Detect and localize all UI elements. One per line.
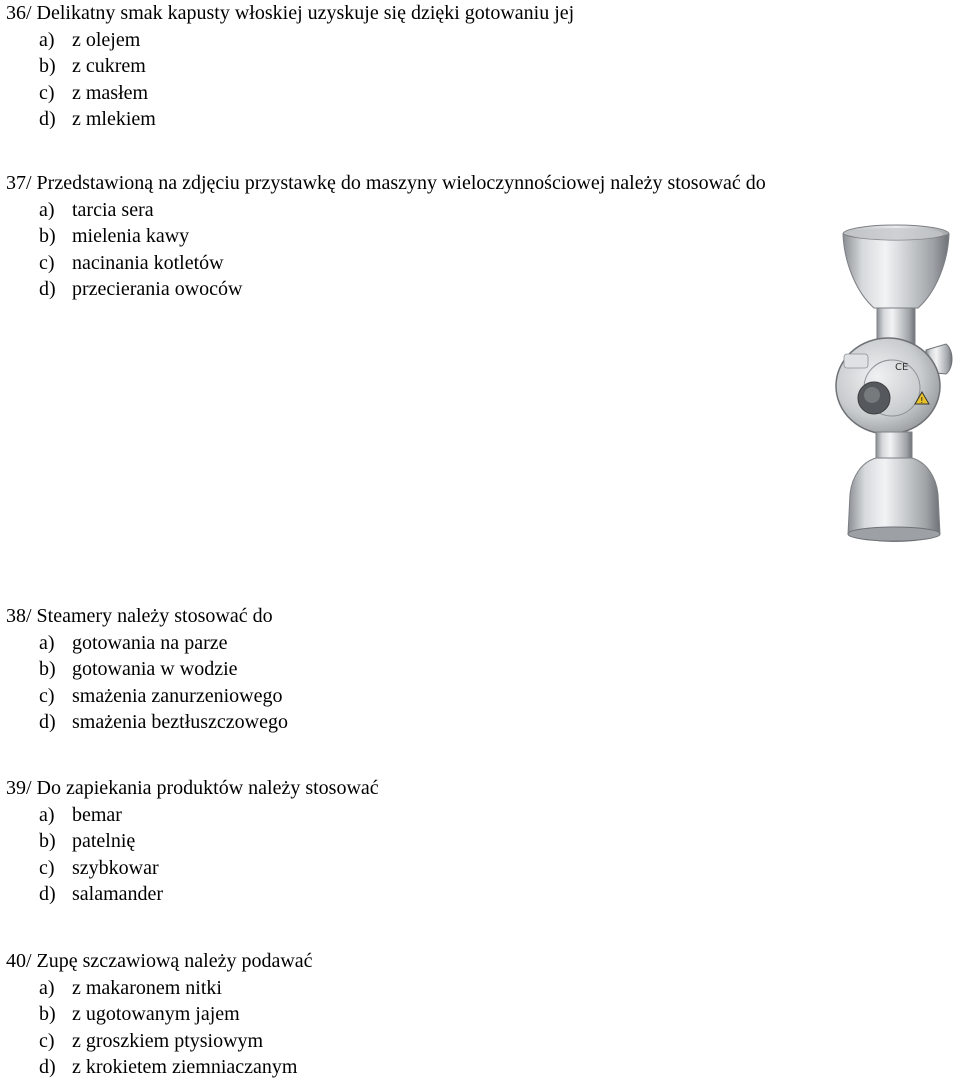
option-text: gotowania w wodzie — [72, 658, 238, 680]
option-letter: d) — [39, 108, 56, 130]
option-letter: c) — [39, 684, 55, 707]
option-text: szybkowar — [72, 856, 159, 879]
question-stem: 39/ Do zapiekania produktów należy stosować — [6, 777, 379, 799]
question-39 — [6, 775, 826, 908]
option-letter: a) — [39, 198, 55, 221]
option-letter: d) — [39, 278, 56, 300]
option-text: z olejem — [72, 28, 141, 51]
option-text: z masłem — [72, 81, 149, 104]
answer-option-b — [6, 656, 826, 683]
question-stem: 37/ Przedstawioną na zdjęciu przystawkę do maszyny wieloczynnościowej należy stosować do — [6, 172, 766, 194]
option-letter: a) — [39, 976, 55, 999]
option-text: patelnię — [72, 830, 136, 852]
answer-option-d — [6, 709, 826, 736]
answer-option-d — [6, 276, 826, 303]
option-letter: b) — [39, 55, 56, 77]
option-letter: b) — [39, 658, 56, 680]
answer-option-c — [6, 80, 826, 107]
answer-option-a — [6, 197, 826, 224]
question-36 — [6, 0, 826, 133]
answer-option-b — [6, 223, 826, 250]
option-letter: d) — [39, 1056, 56, 1078]
answer-option-a — [6, 27, 826, 54]
option-text: z groszkiem ptysiowym — [72, 1029, 264, 1052]
answer-option-a — [6, 975, 826, 1002]
answer-option-c — [6, 683, 826, 710]
option-text: z ugotowanym jajem — [72, 1003, 240, 1025]
option-letter: d) — [39, 883, 56, 905]
option-text: z makaronem nitki — [72, 976, 222, 999]
option-text: bemar — [72, 803, 122, 826]
option-text: przecierania owoców — [72, 278, 243, 300]
svg-text:CE: CE — [895, 362, 909, 373]
option-text: nacinania kotletów — [72, 251, 224, 274]
option-letter: c) — [39, 1029, 55, 1052]
option-text: z mlekiem — [72, 108, 156, 130]
option-text: mielenia kawy — [72, 225, 190, 247]
answer-option-c — [6, 250, 826, 277]
question-stem: 36/ Delikatny smak kapusty włoskiej uzyskuje się dzięki gotowaniu jej — [6, 2, 575, 24]
question-stem: 38/ Steamery należy stosować do — [6, 605, 273, 627]
mixer-attachment-photo — [822, 222, 960, 552]
answer-option-d — [6, 881, 826, 908]
option-text: tarcia sera — [72, 198, 154, 221]
option-letter: b) — [39, 225, 56, 247]
question-40 — [6, 948, 826, 1081]
answer-option-c — [6, 855, 826, 882]
option-letter: a) — [39, 631, 55, 654]
option-letter: c) — [39, 251, 55, 274]
option-text: z krokietem ziemniaczanym — [72, 1056, 298, 1078]
option-letter: d) — [39, 711, 56, 733]
answer-option-d — [6, 106, 826, 133]
option-text: z cukrem — [72, 55, 146, 77]
answer-option-a — [6, 802, 826, 829]
svg-text:!: ! — [920, 396, 924, 405]
option-letter: c) — [39, 81, 55, 104]
option-letter: b) — [39, 1003, 56, 1025]
option-letter: a) — [39, 28, 55, 51]
answer-option-d — [6, 1054, 826, 1081]
answer-option-b — [6, 1001, 826, 1028]
answer-option-b — [6, 828, 826, 855]
answer-option-a — [6, 630, 826, 657]
answer-option-b — [6, 53, 826, 80]
question-stem: 40/ Zupę szczawiową należy podawać — [6, 950, 313, 972]
question-38 — [6, 603, 826, 736]
option-letter: c) — [39, 856, 55, 879]
option-text: gotowania na parze — [72, 631, 228, 654]
option-text: smażenia zanurzeniowego — [72, 684, 283, 707]
option-text: salamander — [72, 883, 164, 905]
option-letter: a) — [39, 803, 55, 826]
answer-option-c — [6, 1028, 826, 1055]
option-text: smażenia beztłuszczowego — [72, 711, 289, 733]
option-letter: b) — [39, 830, 56, 852]
question-37 — [6, 170, 826, 303]
